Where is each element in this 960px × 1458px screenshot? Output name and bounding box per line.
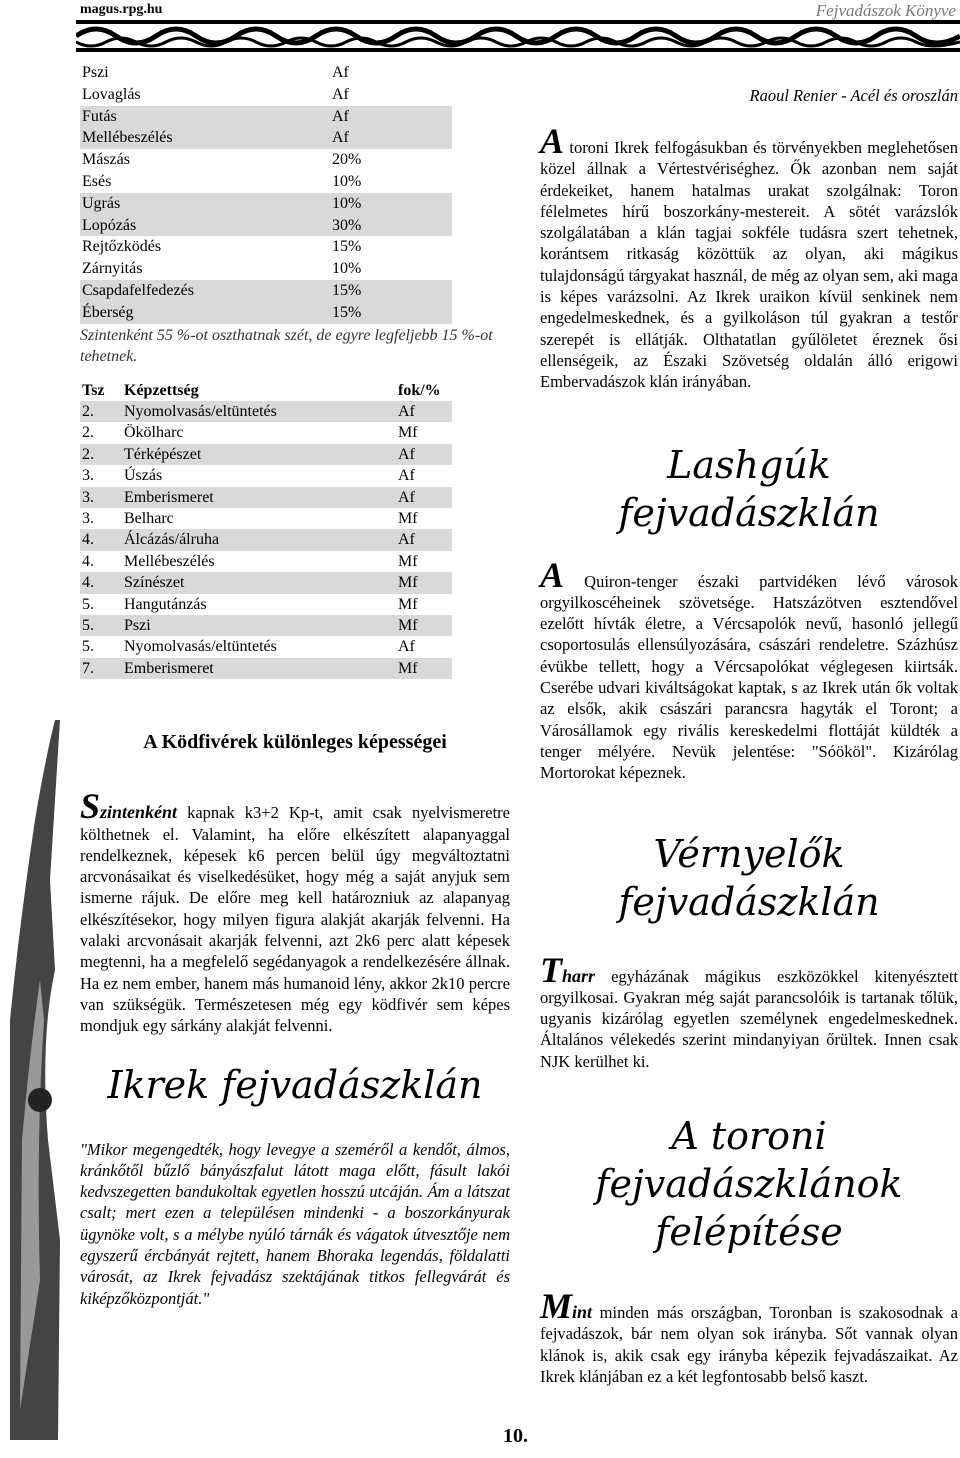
table-row (80, 106, 452, 128)
skill-name: Éberség (80, 302, 330, 324)
skill-value: 15% (332, 238, 362, 256)
skill-value: 10% (332, 260, 362, 278)
level-cell: Mf (396, 658, 452, 679)
table-row (80, 171, 452, 193)
lead-word: harr (562, 965, 596, 986)
skill-cell: Úszás (124, 467, 163, 485)
ikrek-heading: Ikrek fejvadászklán (107, 1062, 483, 1107)
tsz-cell: 3. (82, 467, 94, 485)
skill-cell: Nyomolvasás/eltüntetés (122, 401, 396, 422)
site-name: magus.rpg.hu (80, 2, 163, 17)
skill-name: Futás (80, 106, 330, 128)
tsz-cell: 4. (80, 529, 122, 550)
lead-word: int (572, 1302, 593, 1323)
level-cell: Af (396, 529, 452, 550)
skill-value: 15% (330, 302, 452, 324)
level-cell: Mf (396, 615, 452, 636)
paragraph-text: minden más országban, Toronban is szakosodnak a fejvadászok, bár nem olyan sok irányba. Sőt vannak olyan klánok is, akik csak egy irányba képezik fejvadászaikat. Az Ikrek klánjában ez a két legfontosabb belső kaszt. (540, 1303, 958, 1386)
table-row (80, 465, 452, 486)
kodfiverek-paragraph (80, 786, 510, 1036)
table-row (80, 422, 452, 443)
table-row (80, 615, 452, 636)
skills-table (80, 62, 452, 324)
skill-cell: Hangutánzás (124, 595, 207, 613)
level-cell: Af (398, 638, 415, 656)
table-row (80, 215, 452, 237)
skill-cell: Mellébeszélés (124, 552, 215, 570)
page-number: 10. (503, 1425, 528, 1447)
levels-table (80, 380, 452, 680)
lashguk-paragraph (540, 554, 958, 784)
skill-value: Af (330, 127, 452, 149)
table-row (80, 658, 452, 679)
decorative-banner (76, 20, 960, 52)
level-cell: Af (398, 467, 415, 485)
table-row (80, 444, 452, 465)
column-header-level: fok/% (398, 381, 441, 399)
skill-cell: Pszi (122, 615, 396, 636)
vernyelok-heading: Vérnyelők fejvadászklán (618, 831, 880, 924)
drop-initial: A (540, 121, 565, 161)
skill-value: 15% (330, 280, 452, 302)
table-row (80, 127, 452, 149)
tsz-cell: 5. (82, 638, 94, 656)
skill-name: Mellébeszélés (80, 127, 330, 149)
skill-cell: Álcázás/álruha (122, 529, 396, 550)
felepites-paragraph (540, 1286, 958, 1387)
skills-note: Szintenként 55 %-ot oszthatnak szét, de egyre legfeljebb 15 %-ot tehetnek. (80, 326, 493, 365)
drop-initial: M (540, 1286, 573, 1327)
column-header-skill: Képzettség (124, 381, 199, 399)
skill-name: Ugrás (80, 193, 330, 215)
table-row (80, 302, 452, 324)
level-cell: Mf (398, 595, 418, 613)
tsz-cell: 7. (80, 658, 122, 679)
lead-word: zintenként (100, 802, 178, 823)
skill-cell: Emberismeret (122, 658, 396, 679)
level-cell: Mf (396, 572, 452, 593)
table-row (80, 401, 452, 422)
skill-value: 10% (330, 193, 452, 215)
paragraph-text: egyházának mágikus eszközökkel kitenyésztett orgyilkosai. Gyakran még saját parancsolóik is tartanak tőlük, ugyanis kizárólag egyetlen személynek engedelmeskednek. Általános vélekedés szerint mindanyiyan őrültek. Innen csak NJK kerülhet ki. (540, 966, 958, 1071)
skill-value: 10% (332, 172, 362, 190)
ikrek-quote: "Mikor megengedték, hogy levegye a szeméről a kendőt, álmos, kránkőtől bűzlő bányászfalut látott maga előtt, fásult lakói kedvszegetten bandukoltak egyetlen hosszú utcáján. Ám a látszat csalt; mert ezen a településen mindenki - a boszorkányurak ügynöke volt, s a mélybe nyúló tárnák és vágatok útvesztője nem egyszerű ércbányát rejtett, hanem Bhoraka legendás, földalatti városát, az Ikrek fejvadász szektájának titkos fellegvárát és kiképzőközpontját." (80, 1139, 510, 1308)
table-row (80, 193, 452, 215)
level-cell: Mf (398, 510, 418, 527)
skill-value: Af (330, 106, 452, 128)
skill-cell: Színészet (122, 572, 396, 593)
vernyelok-paragraph (540, 949, 958, 1072)
level-cell: Mf (398, 424, 418, 442)
skill-name: Pszi (82, 64, 109, 81)
felepites-heading: A toroni fejvadászklánok felépítése (595, 1114, 903, 1255)
table-row (80, 62, 452, 84)
table-row (80, 84, 452, 106)
column-header-tsz: Tsz (82, 381, 105, 399)
skill-name: Lovaglás (82, 85, 141, 103)
skill-cell: Nyomolvasás/eltüntetés (124, 638, 277, 656)
table-row (80, 280, 452, 302)
level-cell: Af (396, 401, 452, 422)
kodfiverek-heading: A Ködfivérek különleges képességei (143, 731, 447, 754)
table-row (80, 636, 452, 657)
paragraph-text: toroni Ikrek felfogásukban és törvényekben meglehetősen közel állnak a Vértestvériséghez. Ők azonban nem saját érdekeiket, hanem hatalmas urakat szolgálnak: Toron félelmetes hírű boszorkány-mestereit. A sötét varázslók szolgálatában a klán tagjai sokféle tudásra szert tehetnek, korántsem ritkaság közöttük az olyan, aki mágikus tulajdonságú tárgyakat használ, de még az olyan sem, aki maga is képes varázsolni. Az Ikrek uraikon kívül senkinek nem engedelmeskednek, és a gyilkoláson túl gyakran a testőr szerepét is ellátják. Olthatatlan gyűlöletet éreznek ősi ellenségeik, az Északi Szövetség oldalán álló erigowi Embervadászok klán irányában. (540, 138, 959, 392)
table-header-row (80, 380, 452, 401)
book-title: Fejvadászok Könyve (815, 1, 956, 20)
tsz-cell: 5. (82, 595, 94, 613)
skill-name: Lopózás (80, 215, 330, 237)
tsz-cell: 2. (80, 401, 122, 422)
left-column (80, 62, 510, 1309)
table-row (80, 258, 452, 280)
skill-name: Csapdafelfedezés (80, 280, 330, 302)
level-cell: Af (396, 444, 452, 465)
table-row (80, 551, 452, 572)
skill-name: Rejtőzködés (82, 238, 162, 256)
tsz-cell: 3. (82, 510, 94, 527)
paragraph-text: kapnak k3+2 Kp-t, amit csak nyelvismeretre költhetnek el. Valamint, ha előre elkészített alapanyaggal rendelkeznek, képesek k6 percen belül úgy megváltoztatni arcvonásaikat és viselkedésüket, hogy még a saját anyjuk sem ismerne rájuk. De előre meg kell határozniuk az alapanyag elkészítésekor, hogy milyen figura alakját akarják felvenni. Ha valaki arcvonásait akarják felvenni, azt 2k6 perc alatt képesek megtenni, ha a megfelelő segédanyagok a rendelkezésére állnak. Ha ez nem ember, hanem más humanoid lény, akkor 2k10 percre van szükségük. Természetesen még egy ködfivér sem képes mondjuk egy sárkány alakját felvenni. (80, 803, 510, 1036)
table-row (80, 594, 452, 615)
lashguk-heading: Lashgúk fejvadászklán (618, 442, 880, 535)
tsz-cell: 2. (80, 444, 122, 465)
skill-cell: Belharc (124, 510, 174, 527)
ikrek-paragraph (540, 121, 959, 393)
skill-name: Esés (82, 172, 112, 190)
right-column (540, 85, 958, 1387)
skill-value: 20% (332, 151, 362, 169)
table-row (80, 487, 452, 508)
skill-value: Af (332, 64, 349, 81)
tsz-cell: 5. (80, 615, 122, 636)
skill-cell: Térképészet (122, 444, 396, 465)
level-cell: Mf (398, 552, 418, 570)
table-row (80, 149, 452, 171)
level-cell: Af (396, 487, 452, 508)
skill-name: Zárnyitás (82, 260, 143, 278)
tsz-cell: 2. (82, 424, 94, 442)
skill-name: Mászás (82, 151, 130, 169)
skill-value: 30% (330, 215, 452, 237)
table-row (80, 508, 452, 529)
skill-value: Af (332, 85, 349, 103)
quote-attribution: Raoul Renier - Acél és oroszlán (749, 86, 958, 105)
decorative-sidebar-art (0, 720, 70, 1440)
drop-initial: T (540, 949, 562, 990)
drop-initial: A (540, 554, 565, 595)
skill-cell: Ökölharc (124, 424, 184, 442)
tsz-cell: 3. (80, 487, 122, 508)
paragraph-text: Quiron-tenger északi partvidéken lévő városok orgyilkoscéheinek szövetsége. Hatszázötven esztendővel ezelőtt hívták életre, a Vércsapolók nevű, hasonló jellegű csoportosulás ellensúlyozására, császári rendeletre. Százhúsz évükbe tellett, hogy a Vércsapolókat véglegesen kiirtsák. Cserébe udvari kiváltságokat kaptak, s az Ikrek után ők voltak az elsők, akik császári parancsra hagyták el Toront; a Városállamok egy rivális kereskedelmi flottáját küldték a tenger mélyére. Nevük jelentése: "Sóököl". Kizárólag Mortorokat képeznek. (540, 571, 958, 783)
drop-initial: S (80, 786, 101, 827)
tsz-cell: 4. (80, 572, 122, 593)
table-row (80, 236, 452, 258)
table-row (80, 529, 452, 550)
skill-cell: Emberismeret (122, 487, 396, 508)
table-row (80, 572, 452, 593)
tsz-cell: 4. (82, 552, 94, 570)
